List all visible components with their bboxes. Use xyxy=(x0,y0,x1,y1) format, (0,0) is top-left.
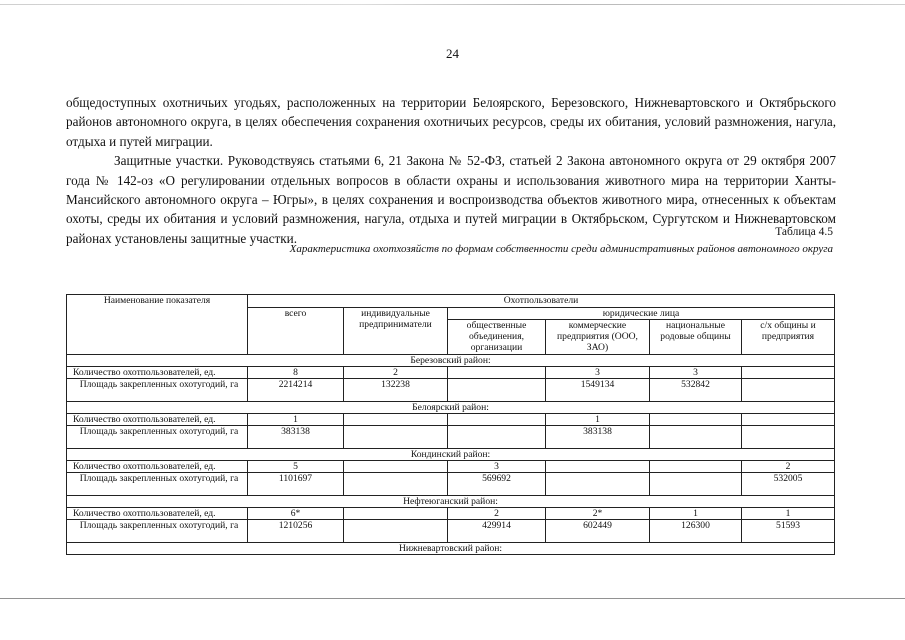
scan-artifact-bottom xyxy=(0,598,905,599)
district-title: Березовский район: xyxy=(67,355,835,367)
row-label-count: Количество охотпользователей, ед. xyxy=(67,461,248,473)
district-title: Кондинский район: xyxy=(67,449,835,461)
cell: 2 xyxy=(742,461,835,473)
cell: 2 xyxy=(448,508,546,520)
cell xyxy=(650,426,742,449)
district-title: Нефтеюганский район: xyxy=(67,496,835,508)
scan-artifact-top xyxy=(0,4,905,5)
cell xyxy=(344,473,448,496)
district-title: Белоярский район: xyxy=(67,402,835,414)
header-users: Охотпользователи xyxy=(248,295,835,308)
cell xyxy=(742,379,835,402)
table-caption: Характеристика охотхозяйств по формам собственности среди административных районов автономного округа xyxy=(289,243,833,255)
cell: 1549134 xyxy=(546,379,650,402)
table-row xyxy=(67,461,835,473)
cell: 132238 xyxy=(344,379,448,402)
header-total: всего xyxy=(248,308,344,355)
paragraph-protective-areas: Защитные участки. Руководствуясь статьями 6, 21 Закона № 52-ФЗ, статьей 2 Закона автономного округа от 29 октября 2007 года № 142-оз «О регулировании отдельных вопросов в области охраны и использования животного мира на территории Ханты-Мансийского автономного округа – Югры», в целях сохранения и воспроизводства объектов животного мира, отнесенных к объектам охоты, среды их обитания и условий размножения, нагула, отдыха и путей миграции в Октябрьском, Сургутском и Нижневартовском районах установлены защитные участки. xyxy=(66,153,836,246)
cell: 1 xyxy=(248,414,344,426)
cell xyxy=(742,367,835,379)
district-title: Нижневартовский район: xyxy=(67,543,835,555)
row-label-area: Площадь закрепленных охотугодий, га xyxy=(67,473,248,496)
cell xyxy=(344,520,448,543)
cell: 3 xyxy=(546,367,650,379)
cell: 1210256 xyxy=(248,520,344,543)
paragraph-1: общедоступных охотничьих угодьях, расположенных на территории Белоярского, Березовского, Нижневартовского и Октябрьского районов автономного округа, в целях обеспечения сохранения охотничьих ресурсов, среды их обитания, условий размножения, нагула, отдыха и путей миграции. xyxy=(66,95,836,149)
cell xyxy=(650,473,742,496)
body-text xyxy=(66,93,836,248)
cell: 3 xyxy=(650,367,742,379)
cell xyxy=(546,461,650,473)
cell: 383138 xyxy=(546,426,650,449)
row-label-count: Количество охотпользователей, ед. xyxy=(67,414,248,426)
row-label-area: Площадь закрепленных охотугодий, га xyxy=(67,379,248,402)
table-row xyxy=(67,379,835,402)
cell xyxy=(546,473,650,496)
cell: 602449 xyxy=(546,520,650,543)
cell xyxy=(344,414,448,426)
cell: 3 xyxy=(448,461,546,473)
cell: 2* xyxy=(546,508,650,520)
cell: 5 xyxy=(248,461,344,473)
cell xyxy=(448,379,546,402)
cell xyxy=(344,508,448,520)
cell: 532842 xyxy=(650,379,742,402)
header-individual: индивидуальные предприниматели xyxy=(344,308,448,355)
cell xyxy=(650,461,742,473)
cell: 51593 xyxy=(742,520,835,543)
hunting-farms-table xyxy=(66,294,835,555)
header-public: общественные объединения, организации xyxy=(448,320,546,355)
header-national: национальные родовые общины xyxy=(650,320,742,355)
page-number: 24 xyxy=(446,46,459,61)
cell: 1 xyxy=(742,508,835,520)
cell: 126300 xyxy=(650,520,742,543)
cell: 1 xyxy=(650,508,742,520)
cell xyxy=(742,426,835,449)
table-row xyxy=(67,414,835,426)
cell xyxy=(448,414,546,426)
cell: 569692 xyxy=(448,473,546,496)
table-row xyxy=(67,520,835,543)
cell: 429914 xyxy=(448,520,546,543)
cell: 532005 xyxy=(742,473,835,496)
row-label-count: Количество охотпользователей, ед. xyxy=(67,508,248,520)
header-legal: юридические лица xyxy=(448,308,835,320)
table-row xyxy=(67,367,835,379)
table-row xyxy=(67,426,835,449)
row-label-area: Площадь закрепленных охотугодий, га xyxy=(67,520,248,543)
cell xyxy=(344,461,448,473)
table-row xyxy=(67,508,835,520)
table-row xyxy=(67,473,835,496)
cell xyxy=(650,414,742,426)
header-indicator: Наименование показателя xyxy=(67,295,248,355)
cell: 2 xyxy=(344,367,448,379)
table-number: Таблица 4.5 xyxy=(775,226,833,238)
cell: 1101697 xyxy=(248,473,344,496)
cell: 6* xyxy=(248,508,344,520)
cell xyxy=(448,426,546,449)
cell xyxy=(742,414,835,426)
cell: 1 xyxy=(546,414,650,426)
cell: 8 xyxy=(248,367,344,379)
row-label-area: Площадь закрепленных охотугодий, га xyxy=(67,426,248,449)
cell: 383138 xyxy=(248,426,344,449)
cell xyxy=(448,367,546,379)
cell: 2214214 xyxy=(248,379,344,402)
header-commercial: коммерческие предприятия (ООО, ЗАО) xyxy=(546,320,650,355)
header-agri: с/х общины и предприятия xyxy=(742,320,835,355)
cell xyxy=(344,426,448,449)
row-label-count: Количество охотпользователей, ед. xyxy=(67,367,248,379)
